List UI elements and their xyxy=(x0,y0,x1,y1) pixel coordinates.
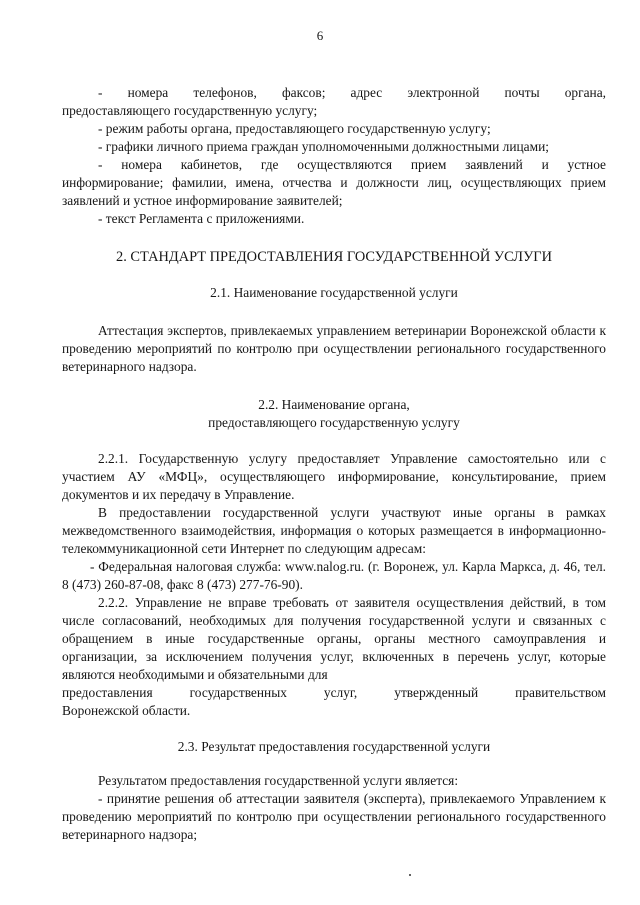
paragraph-2-2-2: 2.2.2. Управление не вправе требовать от заявителя осуществления действий, в том числе согласований, необходимых для получения государственной услуги и связанных с обращением в иные государственные органы, органы местного самоуправления и организации, за исключением получения услуг, включенных в перечень услуг, которые являются необходимыми и обязательными для xyxy=(62,595,606,682)
list-item-schedule: - режим работы органа, предоставляющего государственную услугу; xyxy=(98,121,491,136)
list-item-regulation: - текст Регламента с приложениями. xyxy=(98,211,305,226)
section-2-3-title: 2.3. Результат предоставления государственной услуги xyxy=(177,739,491,754)
section-2-2-title-line2: предоставляющего государственную услугу xyxy=(208,415,460,430)
list-item-offices: - номера кабинетов, где осуществляются прием заявлений и устное xyxy=(98,157,606,172)
section-2-1-title: 2.1. Наименование государственной услуги xyxy=(210,285,458,300)
paragraph-2-2-2-end: Воронежской области. xyxy=(62,703,191,718)
section-2-title: 2. СТАНДАРТ ПРЕДОСТАВЛЕНИЯ ГОСУДАРСТВЕННОЙ УСЛУГИ xyxy=(116,249,552,265)
paragraph-2-2-2-line: предоставления государственных услуг, утвержденный правительством xyxy=(62,685,606,700)
section-2-1-text: Аттестация экспертов, привлекаемых управлением ветеринарии Воронежской области к проведению мероприятий по контролю при осуществлении регионального государственного ветеринарного надзора. xyxy=(62,323,606,374)
list-item-phones-cont: предоставляющего государственную услугу; xyxy=(62,103,318,118)
list-item-phones: - номера телефонов, факсов; адрес электронной почты органа, xyxy=(98,85,606,100)
paragraph-tax-service: - Федеральная налоговая служба: www.nalog.ru. (г. Воронеж, ул. Карла Маркса, д. 46, тел. 8 (473) 260-87-08, факс 8 (473) 277-76-90). xyxy=(62,559,606,592)
paragraph-2-2-1: 2.2.1. Государственную услугу предоставляет Управление самостоятельно или с участием АУ «МФЦ», осуществляющего информирование, консультирование, прием документов и их передачу в Управление. xyxy=(62,451,606,502)
document-body xyxy=(62,84,606,844)
paragraph-2-3-intro: Результатом предоставления государственной услуги является: xyxy=(98,773,459,788)
list-item-reception: - графики личного приема граждан уполномоченными должностными лицами; xyxy=(98,139,549,154)
page-number: 6 xyxy=(316,28,324,43)
paragraph-interagency: В предоставлении государственной услуги участвуют иные органы в рамках межведомственного взаимодействия, информация о которых размещается в информационно-телекоммуникационной сети Интернет по следующим адресам: xyxy=(62,505,606,556)
paragraph-2-3-item: - принятие решения об аттестации заявителя (эксперта), привлекаемого Управлением к проведению мероприятий по контролю при осуществлении регионального государственного ветеринарного надзора; xyxy=(62,791,606,842)
scan-artifact-dot xyxy=(409,874,411,876)
list-item-offices-cont: информирование; фамилии, имена, отчества и должности лиц, осуществляющих прием заявлений и устное информирование заявителей; xyxy=(62,175,606,208)
section-2-2-title-line1: 2.2. Наименование органа, xyxy=(258,397,410,412)
